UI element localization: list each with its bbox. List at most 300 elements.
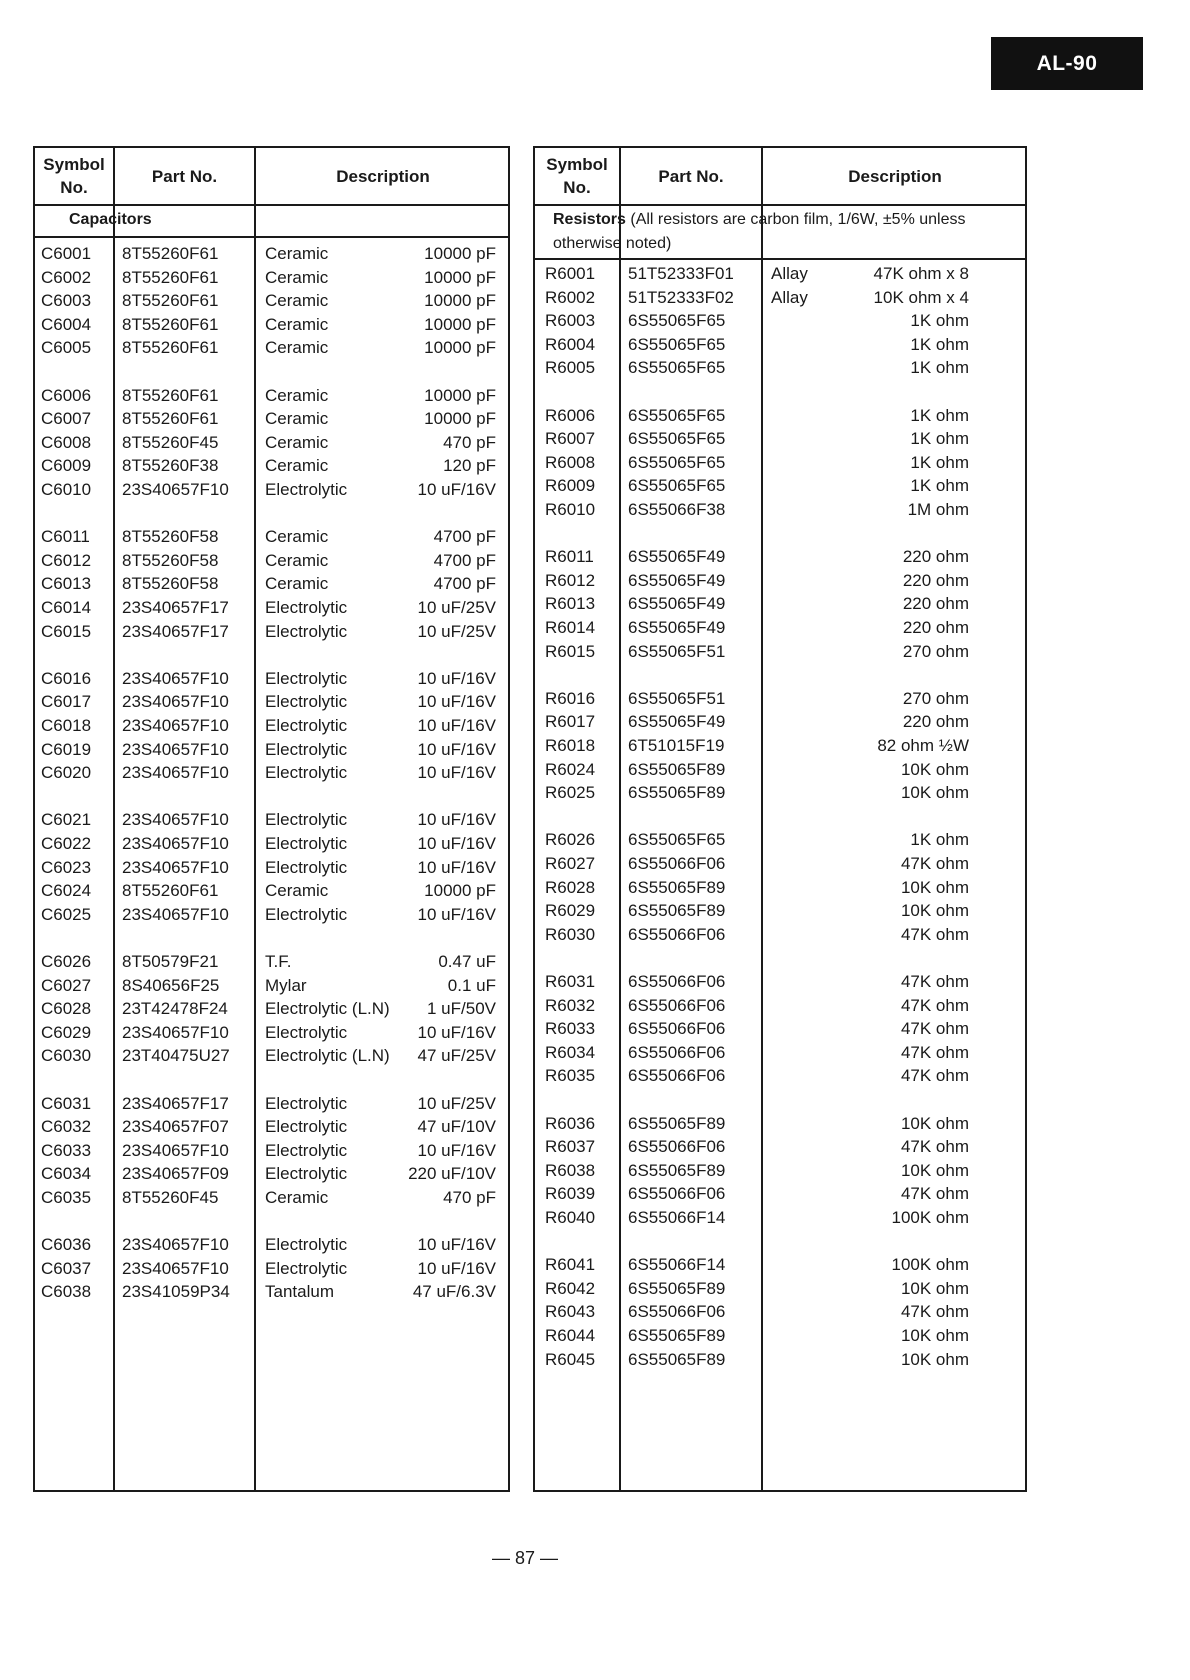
- symbol-cell: R6040: [545, 1208, 596, 1227]
- part-no-cell: 8T55260F45: [122, 1188, 219, 1207]
- symbol-cell: C6009: [41, 456, 92, 476]
- table-row: [535, 545, 1025, 569]
- table-row: [535, 994, 1025, 1018]
- value-cell: 1M ohm: [907, 500, 969, 519]
- part-no-cell: 23S41059P34: [122, 1282, 230, 1302]
- part-no-cell: 8S40656F25: [122, 975, 220, 995]
- table-row: [35, 1186, 508, 1210]
- value-cell: 47K ohm: [900, 1042, 969, 1062]
- symbol-cell: R6018: [545, 736, 596, 755]
- table-row: [35, 761, 508, 785]
- value-cell: 47K ohm: [900, 1184, 969, 1204]
- table-row: [35, 856, 508, 880]
- part-no-cell: 6S55065F89: [628, 1278, 726, 1298]
- value-cell: 220 ohm: [902, 547, 969, 567]
- value-cell: 0.1 uF: [447, 975, 496, 995]
- table-row: [535, 592, 1025, 616]
- part-no-cell: 6S55065F89: [628, 877, 726, 897]
- table-row: [35, 1044, 508, 1068]
- symbol-cell: R6033: [545, 1019, 596, 1039]
- symbol-cell: R6008: [545, 452, 596, 472]
- table-row: [535, 569, 1025, 593]
- part-no-cell: 23S40657F10: [122, 810, 229, 830]
- value-cell: 10 uF/16V: [417, 810, 496, 830]
- table-row: [35, 336, 508, 360]
- header-symbol-no: Symbol No.: [43, 155, 105, 197]
- value-cell: 4700 pF: [433, 574, 496, 594]
- description-type-cell: Ceramic: [265, 1188, 329, 1207]
- symbol-cell: R6044: [545, 1326, 596, 1345]
- description-type-cell: Mylar: [265, 975, 307, 995]
- symbol-cell: R6039: [545, 1184, 596, 1204]
- value-cell: 47K ohm: [900, 1066, 969, 1086]
- value-cell: 10 uF/25V: [417, 598, 496, 617]
- table-row: [535, 404, 1025, 428]
- table-row: [35, 525, 508, 549]
- description-type-cell: Electrolytic: [265, 668, 348, 688]
- symbol-cell: C6038: [41, 1282, 92, 1302]
- symbol-cell: C6021: [41, 810, 92, 830]
- table-row: [535, 1064, 1025, 1088]
- symbol-cell: C6001: [41, 244, 92, 263]
- part-no-cell: 6S55066F14: [628, 1208, 726, 1227]
- description-type-cell: Electrolytic (L.N): [265, 1046, 390, 1066]
- part-no-cell: 23S40657F10: [122, 834, 229, 853]
- part-no-cell: 6S55065F65: [628, 830, 726, 850]
- symbol-cell: R6035: [545, 1066, 596, 1086]
- value-cell: 10K ohm: [900, 1160, 969, 1180]
- symbol-cell: C6005: [41, 338, 92, 358]
- table-row: [535, 640, 1025, 664]
- table-row: [535, 899, 1025, 923]
- value-cell: 10000 pF: [424, 291, 496, 311]
- description-type-cell: Ceramic: [265, 881, 329, 901]
- table-row: [535, 710, 1025, 734]
- description-type-cell: Electrolytic: [265, 1140, 348, 1160]
- table-row: [535, 828, 1025, 852]
- description-type-cell: Allay: [771, 264, 808, 283]
- section-title-resistors: [553, 208, 1015, 256]
- symbol-cell: C6007: [41, 409, 92, 429]
- table-row: [35, 1092, 508, 1116]
- table-row: [35, 832, 508, 856]
- table-row: [35, 407, 508, 431]
- value-cell: 1K ohm: [910, 334, 969, 354]
- table-row: [535, 451, 1025, 475]
- symbol-cell: R6015: [545, 641, 596, 661]
- symbol-cell: C6006: [41, 385, 92, 405]
- part-no-cell: 6S55066F06: [628, 1019, 726, 1039]
- part-no-cell: 6S55065F49: [628, 594, 726, 614]
- table-row: [535, 923, 1025, 947]
- symbol-cell: R6005: [545, 358, 596, 378]
- table-row: [535, 1041, 1025, 1065]
- header-part-no: Part No.: [151, 166, 218, 186]
- capacitors-table: [33, 146, 510, 1492]
- symbol-cell: C6004: [41, 314, 92, 334]
- description-type-cell: Electrolytic: [265, 716, 348, 735]
- value-cell: 100K ohm: [891, 1208, 969, 1227]
- table-row: [535, 309, 1025, 333]
- part-no-cell: 23S40657F10: [122, 857, 229, 877]
- page-number: — 87 —: [491, 1548, 559, 1568]
- part-no-cell: 23S40657F10: [122, 716, 229, 735]
- table-row: [535, 1182, 1025, 1206]
- part-no-cell: 6S55065F89: [628, 1326, 726, 1345]
- part-no-cell: 6S55066F06: [628, 995, 726, 1015]
- value-cell: 10000 pF: [424, 314, 496, 334]
- resistors-table: [533, 146, 1027, 1492]
- table-row: [535, 734, 1025, 758]
- part-no-cell: 6S55065F49: [628, 547, 726, 567]
- symbol-cell: C6023: [41, 857, 92, 877]
- symbol-cell: R6002: [545, 287, 596, 307]
- value-cell: 10 uF/16V: [417, 1258, 496, 1278]
- part-no-cell: 8T55260F58: [122, 550, 219, 570]
- value-cell: 10 uF/16V: [417, 1235, 496, 1255]
- table-row: [35, 384, 508, 408]
- part-no-cell: 23S40657F10: [122, 668, 229, 688]
- symbol-cell: C6010: [41, 480, 92, 499]
- value-cell: 220 ohm: [902, 712, 969, 732]
- table-row: [35, 879, 508, 903]
- symbol-cell: R6028: [545, 877, 596, 897]
- value-cell: 10 uF/25V: [417, 1093, 496, 1113]
- table-row: [535, 1348, 1025, 1372]
- value-cell: 10 uF/16V: [417, 904, 496, 924]
- value-cell: 270 ohm: [902, 641, 969, 661]
- value-cell: 10 uF/16V: [417, 716, 496, 735]
- part-no-cell: 6S55065F49: [628, 618, 726, 637]
- description-type-cell: Ceramic: [265, 432, 329, 452]
- part-no-cell: 23S40657F10: [122, 1022, 229, 1042]
- symbol-cell: C6003: [41, 291, 92, 311]
- value-cell: 47K ohm: [900, 854, 969, 873]
- symbol-cell: C6020: [41, 763, 92, 783]
- table-row: [535, 1300, 1025, 1324]
- table-row: [35, 313, 508, 337]
- table-row: [35, 1257, 508, 1281]
- description-type-cell: Electrolytic: [265, 763, 348, 783]
- description-type-cell: T.F.: [265, 952, 292, 971]
- table-row: [35, 596, 508, 620]
- part-no-cell: 6S55065F65: [628, 429, 726, 449]
- table-row: [535, 427, 1025, 451]
- symbol-cell: C6032: [41, 1117, 92, 1137]
- part-no-cell: 6S55065F65: [628, 358, 726, 378]
- value-cell: 10 uF/16V: [417, 692, 496, 712]
- value-cell: 10000 pF: [424, 267, 496, 287]
- symbol-cell: R6031: [545, 972, 596, 991]
- part-no-cell: 6S55066F06: [628, 1137, 726, 1157]
- symbol-cell: R6011: [545, 547, 594, 567]
- symbol-cell: C6033: [41, 1140, 92, 1160]
- symbol-cell: C6035: [41, 1188, 92, 1207]
- description-type-cell: Ceramic: [265, 527, 329, 547]
- symbol-cell: R6012: [545, 570, 596, 590]
- table-row: [535, 781, 1025, 805]
- part-no-cell: 6S55065F65: [628, 476, 726, 496]
- value-cell: 4700 pF: [433, 527, 496, 547]
- description-type-cell: Electrolytic: [265, 621, 348, 641]
- symbol-cell: R6006: [545, 405, 596, 425]
- description-type-cell: Ceramic: [265, 244, 329, 263]
- table-row: [535, 333, 1025, 357]
- symbol-cell: C6024: [41, 881, 92, 901]
- value-cell: 10000 pF: [424, 881, 496, 901]
- symbol-cell: C6037: [41, 1258, 92, 1278]
- table-row: [535, 758, 1025, 782]
- symbol-cell: R6001: [545, 264, 596, 283]
- symbol-cell: R6038: [545, 1160, 596, 1180]
- part-no-cell: 51T52333F02: [628, 287, 734, 307]
- description-type-cell: Electrolytic: [265, 1093, 348, 1113]
- part-no-cell: 23S40657F17: [122, 1093, 229, 1113]
- value-cell: 47K ohm: [900, 1302, 969, 1322]
- part-no-cell: 23S40657F07: [122, 1117, 229, 1137]
- part-no-cell: 23T42478F24: [122, 999, 228, 1019]
- table-row: [535, 687, 1025, 711]
- symbol-cell: C6011: [41, 527, 90, 547]
- value-cell: 10 uF/16V: [417, 480, 496, 499]
- part-no-cell: 23S40657F10: [122, 1258, 229, 1278]
- value-cell: 10 uF/16V: [417, 834, 496, 853]
- value-cell: 1K ohm: [910, 405, 969, 425]
- value-cell: 270 ohm: [902, 688, 969, 708]
- part-no-cell: 8T55260F61: [122, 267, 219, 287]
- symbol-cell: C6029: [41, 1022, 92, 1042]
- value-cell: 1K ohm: [910, 429, 969, 449]
- part-no-cell: 8T55260F61: [122, 291, 219, 311]
- table-row: [35, 431, 508, 455]
- table-row: [35, 454, 508, 478]
- part-no-cell: 23S40657F10: [122, 692, 229, 712]
- table-row: [535, 1253, 1025, 1277]
- symbol-cell: R6029: [545, 901, 596, 921]
- part-no-cell: 6T51015F19: [628, 736, 725, 755]
- value-cell: 10 uF/25V: [417, 621, 496, 641]
- value-cell: 10000 pF: [424, 409, 496, 429]
- part-no-cell: 8T55260F58: [122, 574, 219, 594]
- table-row: [535, 1277, 1025, 1301]
- value-cell: 47K ohm: [900, 924, 969, 944]
- table-row: [35, 738, 508, 762]
- value-cell: 4700 pF: [433, 550, 496, 570]
- table-row: [35, 667, 508, 691]
- value-cell: 10 uF/16V: [417, 668, 496, 688]
- value-cell: 0.47 uF: [438, 952, 496, 971]
- part-no-cell: 6S55065F89: [628, 1349, 726, 1369]
- part-no-cell: 8T55260F61: [122, 338, 219, 358]
- value-cell: 10K ohm: [900, 901, 969, 921]
- value-cell: 10 uF/16V: [417, 739, 496, 759]
- symbol-cell: C6027: [41, 975, 92, 995]
- symbol-cell: R6009: [545, 476, 596, 496]
- table-row: [35, 997, 508, 1021]
- value-cell: 10K ohm: [900, 783, 969, 803]
- table-row: [35, 549, 508, 573]
- part-no-cell: 6S55066F06: [628, 1066, 726, 1086]
- description-type-cell: Electrolytic: [265, 1235, 348, 1255]
- value-cell: 47K ohm: [900, 1019, 969, 1039]
- table-row: [35, 266, 508, 290]
- description-type-cell: Electrolytic: [265, 739, 348, 759]
- symbol-cell: C6012: [41, 550, 92, 570]
- table-row: [35, 289, 508, 313]
- part-no-cell: 8T55260F61: [122, 385, 219, 405]
- part-no-cell: 6S55065F49: [628, 712, 726, 732]
- table-row: [535, 876, 1025, 900]
- part-no-cell: 6S55066F06: [628, 1302, 726, 1322]
- description-type-cell: Electrolytic (L.N): [265, 999, 390, 1019]
- part-no-cell: 8T55260F61: [122, 881, 219, 901]
- table-row: [35, 974, 508, 998]
- value-cell: 47 uF/6.3V: [412, 1282, 496, 1302]
- value-cell: 47K ohm: [900, 1137, 969, 1157]
- header-symbol-no: Symbol No.: [546, 155, 608, 197]
- value-cell: 1 uF/50V: [427, 999, 496, 1019]
- table-row: [535, 1112, 1025, 1136]
- part-no-cell: 6S55066F14: [628, 1255, 726, 1275]
- value-cell: 47 uF/10V: [417, 1117, 496, 1137]
- part-no-cell: 6S55065F65: [628, 452, 726, 472]
- symbol-cell: R6025: [545, 783, 596, 803]
- description-type-cell: Electrolytic: [265, 1258, 348, 1278]
- table-row: [535, 262, 1025, 286]
- table-row: [535, 498, 1025, 522]
- symbol-cell: C6030: [41, 1046, 92, 1066]
- part-no-cell: 6S55065F49: [628, 570, 726, 590]
- part-no-cell: 23T40475U27: [122, 1046, 230, 1066]
- value-cell: 10K ohm: [900, 759, 969, 779]
- symbol-cell: R6017: [545, 712, 596, 732]
- symbol-cell: C6034: [41, 1164, 92, 1184]
- description-type-cell: Ceramic: [265, 574, 329, 594]
- value-cell: 220 uF/10V: [408, 1164, 496, 1184]
- symbol-cell: R6032: [545, 995, 596, 1015]
- table-row: [35, 620, 508, 644]
- part-no-cell: 8T55260F61: [122, 314, 219, 334]
- part-no-cell: 23S40657F17: [122, 598, 229, 617]
- symbol-cell: C6015: [41, 621, 92, 641]
- value-cell: 10K ohm: [900, 1278, 969, 1298]
- symbol-cell: R6037: [545, 1137, 596, 1157]
- table-row: [535, 1135, 1025, 1159]
- part-no-cell: 23S40657F10: [122, 1235, 229, 1255]
- part-no-cell: 6S55066F06: [628, 854, 726, 873]
- value-cell: 100K ohm: [891, 1255, 969, 1275]
- value-cell: 47K ohm: [900, 995, 969, 1015]
- value-cell: 10K ohm: [900, 1349, 969, 1369]
- header-part-no: Part No.: [658, 166, 724, 186]
- table-row: [35, 690, 508, 714]
- value-cell: 10000 pF: [424, 244, 496, 263]
- part-no-cell: 23S40657F10: [122, 1140, 229, 1160]
- symbol-cell: C6008: [41, 432, 92, 452]
- symbol-cell: R6045: [545, 1349, 596, 1369]
- value-cell: 10K ohm x 4: [873, 287, 969, 307]
- part-no-cell: 6S55065F65: [628, 334, 726, 354]
- table-row: [535, 1017, 1025, 1041]
- value-cell: 10 uF/16V: [417, 1022, 496, 1042]
- table-row: [35, 478, 508, 502]
- part-no-cell: 23S40657F10: [122, 904, 229, 924]
- symbol-cell: C6016: [41, 668, 92, 688]
- value-cell: 10 uF/16V: [417, 763, 496, 783]
- symbol-cell: R6010: [545, 500, 596, 519]
- symbol-cell: R6014: [545, 618, 596, 637]
- value-cell: 82 ohm ½W: [877, 736, 969, 755]
- value-cell: 10 uF/16V: [417, 1140, 496, 1160]
- table-row: [35, 1280, 508, 1304]
- description-type-cell: Electrolytic: [265, 810, 348, 830]
- value-cell: 220 ohm: [902, 618, 969, 637]
- table-row: [535, 356, 1025, 380]
- symbol-cell: R6042: [545, 1278, 596, 1298]
- part-no-cell: 6S55066F06: [628, 972, 726, 991]
- section-title: Resistors: [553, 211, 626, 228]
- symbol-cell: R6016: [545, 688, 596, 708]
- table-row: [535, 474, 1025, 498]
- part-no-cell: 23S40657F10: [122, 763, 229, 783]
- model-tag: AL-90: [991, 37, 1143, 90]
- part-no-cell: 8T55260F58: [122, 527, 219, 547]
- description-type-cell: Electrolytic: [265, 1117, 348, 1137]
- value-cell: 10K ohm: [900, 1113, 969, 1133]
- value-cell: 1K ohm: [910, 452, 969, 472]
- table-row: [35, 714, 508, 738]
- symbol-cell: C6022: [41, 834, 92, 853]
- value-cell: 47K ohm: [900, 972, 969, 991]
- table-row: [35, 950, 508, 974]
- table-row: [35, 1162, 508, 1186]
- part-no-cell: 6S55065F51: [628, 688, 726, 708]
- table-row: [35, 1233, 508, 1257]
- symbol-cell: R6007: [545, 429, 596, 449]
- description-type-cell: Electrolytic: [265, 480, 348, 499]
- part-no-cell: 8T55260F61: [122, 409, 219, 429]
- symbol-cell: R6036: [545, 1113, 596, 1133]
- table-row: [535, 1159, 1025, 1183]
- part-no-cell: 6S55065F65: [628, 405, 726, 425]
- part-no-cell: 6S55065F65: [628, 311, 726, 331]
- value-cell: 10000 pF: [424, 338, 496, 358]
- symbol-cell: R6024: [545, 759, 596, 779]
- symbol-cell: R6030: [545, 924, 596, 944]
- description-type-cell: Ceramic: [265, 550, 329, 570]
- description-type-cell: Electrolytic: [265, 834, 348, 853]
- description-type-cell: Ceramic: [265, 409, 329, 429]
- description-type-cell: Electrolytic: [265, 692, 348, 712]
- part-no-cell: 8T55260F38: [122, 456, 219, 476]
- value-cell: 10K ohm: [900, 1326, 969, 1345]
- value-cell: 1K ohm: [910, 476, 969, 496]
- table-row: [35, 1021, 508, 1045]
- table-row: [35, 572, 508, 596]
- section-note: (All resistors are carbon film, 1/6W, ±5% unless otherwise noted): [553, 211, 966, 252]
- symbol-cell: C6019: [41, 739, 92, 759]
- description-type-cell: Ceramic: [265, 291, 329, 311]
- table-row: [535, 616, 1025, 640]
- value-cell: 1K ohm: [910, 311, 969, 331]
- symbol-cell: R6043: [545, 1302, 596, 1322]
- part-no-cell: 6S55065F89: [628, 783, 726, 803]
- description-type-cell: Electrolytic: [265, 598, 348, 617]
- part-no-cell: 8T55260F45: [122, 432, 219, 452]
- description-type-cell: Ceramic: [265, 338, 329, 358]
- table-row: [35, 1139, 508, 1163]
- table-row: [35, 903, 508, 927]
